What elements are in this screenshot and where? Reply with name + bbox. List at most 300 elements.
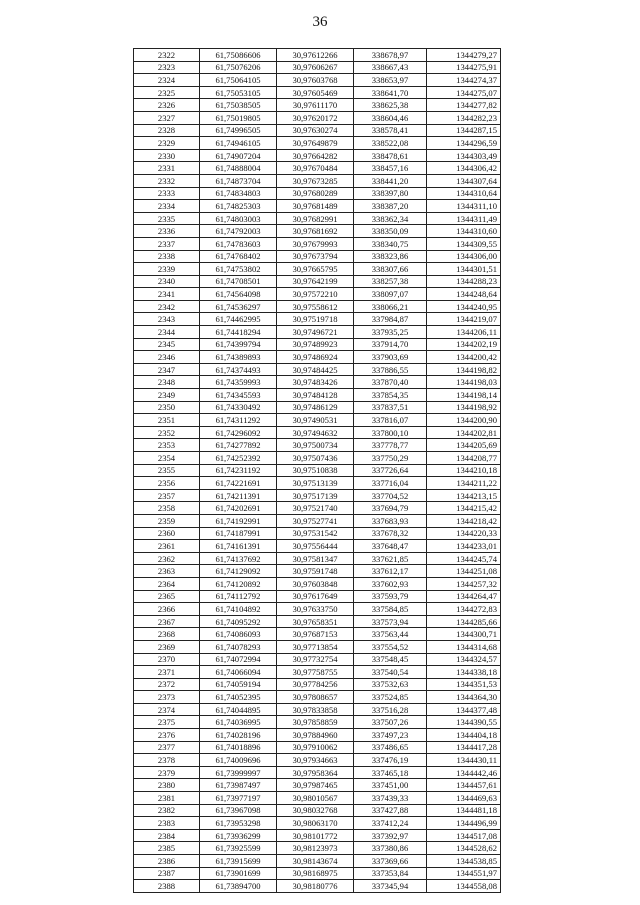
point-number-cell: 2328 bbox=[134, 124, 200, 137]
x-coordinate-cell: 337345,94 bbox=[354, 880, 427, 893]
x-coordinate-cell: 337392,97 bbox=[354, 829, 427, 842]
y-coordinate-cell: 1344208,77 bbox=[427, 452, 501, 465]
y-coordinate-cell: 1344233,01 bbox=[427, 540, 501, 553]
longitude-cell: 30,97603768 bbox=[277, 74, 354, 87]
latitude-cell: 61,74996505 bbox=[200, 124, 277, 137]
longitude-cell: 30,97642199 bbox=[277, 275, 354, 288]
table-row bbox=[134, 477, 501, 490]
point-number-cell: 2342 bbox=[134, 300, 200, 313]
latitude-cell: 61,74018896 bbox=[200, 741, 277, 754]
longitude-cell: 30,97630274 bbox=[277, 124, 354, 137]
y-coordinate-cell: 1344198,92 bbox=[427, 401, 501, 414]
y-coordinate-cell: 1344198,82 bbox=[427, 363, 501, 376]
x-coordinate-cell: 338457,16 bbox=[354, 162, 427, 175]
point-number-cell: 2355 bbox=[134, 464, 200, 477]
x-coordinate-cell: 337548,45 bbox=[354, 653, 427, 666]
table-row bbox=[134, 804, 501, 817]
x-coordinate-cell: 337726,64 bbox=[354, 464, 427, 477]
table-row bbox=[134, 288, 501, 301]
table-row bbox=[134, 174, 501, 187]
x-coordinate-cell: 337507,26 bbox=[354, 716, 427, 729]
latitude-cell: 61,74120892 bbox=[200, 577, 277, 590]
point-number-cell: 2358 bbox=[134, 502, 200, 515]
latitude-cell: 61,74044895 bbox=[200, 703, 277, 716]
table-row bbox=[134, 540, 501, 553]
point-number-cell: 2330 bbox=[134, 149, 200, 162]
latitude-cell: 61,74359993 bbox=[200, 376, 277, 389]
point-number-cell: 2346 bbox=[134, 351, 200, 364]
y-coordinate-cell: 1344306,00 bbox=[427, 250, 501, 263]
y-coordinate-cell: 1344272,83 bbox=[427, 603, 501, 616]
y-coordinate-cell: 1344275,91 bbox=[427, 61, 501, 74]
latitude-cell: 61,74792003 bbox=[200, 225, 277, 238]
x-coordinate-cell: 337704,52 bbox=[354, 489, 427, 502]
longitude-cell: 30,97958364 bbox=[277, 766, 354, 779]
y-coordinate-cell: 1344417,28 bbox=[427, 741, 501, 754]
table-row bbox=[134, 653, 501, 666]
point-number-cell: 2344 bbox=[134, 326, 200, 339]
y-coordinate-cell: 1344310,64 bbox=[427, 187, 501, 200]
longitude-cell: 30,97527741 bbox=[277, 514, 354, 527]
y-coordinate-cell: 1344309,55 bbox=[427, 237, 501, 250]
x-coordinate-cell: 337694,79 bbox=[354, 502, 427, 515]
longitude-cell: 30,97483426 bbox=[277, 376, 354, 389]
point-number-cell: 2352 bbox=[134, 426, 200, 439]
table-row bbox=[134, 401, 501, 414]
latitude-cell: 61,75086606 bbox=[200, 49, 277, 62]
longitude-cell: 30,97732754 bbox=[277, 653, 354, 666]
y-coordinate-cell: 1344275,07 bbox=[427, 86, 501, 99]
x-coordinate-cell: 338678,97 bbox=[354, 49, 427, 62]
point-number-cell: 2341 bbox=[134, 288, 200, 301]
x-coordinate-cell: 337524,85 bbox=[354, 691, 427, 704]
latitude-cell: 61,74221691 bbox=[200, 477, 277, 490]
latitude-cell: 61,73915699 bbox=[200, 855, 277, 868]
longitude-cell: 30,97486924 bbox=[277, 351, 354, 364]
point-number-cell: 2345 bbox=[134, 338, 200, 351]
latitude-cell: 61,73936299 bbox=[200, 829, 277, 842]
point-number-cell: 2348 bbox=[134, 376, 200, 389]
point-number-cell: 2368 bbox=[134, 628, 200, 641]
table-row bbox=[134, 716, 501, 729]
latitude-cell: 61,74192991 bbox=[200, 514, 277, 527]
table-row bbox=[134, 565, 501, 578]
x-coordinate-cell: 338667,43 bbox=[354, 61, 427, 74]
point-number-cell: 2337 bbox=[134, 237, 200, 250]
latitude-cell: 61,74374493 bbox=[200, 363, 277, 376]
x-coordinate-cell: 338578,41 bbox=[354, 124, 427, 137]
y-coordinate-cell: 1344311,49 bbox=[427, 212, 501, 225]
longitude-cell: 30,97665795 bbox=[277, 263, 354, 276]
longitude-cell: 30,97521740 bbox=[277, 502, 354, 515]
y-coordinate-cell: 1344496,99 bbox=[427, 817, 501, 830]
latitude-cell: 61,74072994 bbox=[200, 653, 277, 666]
table-row bbox=[134, 326, 501, 339]
point-number-cell: 2380 bbox=[134, 779, 200, 792]
y-coordinate-cell: 1344285,66 bbox=[427, 615, 501, 628]
point-number-cell: 2383 bbox=[134, 817, 200, 830]
point-number-cell: 2339 bbox=[134, 263, 200, 276]
latitude-cell: 61,73894700 bbox=[200, 880, 277, 893]
latitude-cell: 61,74028196 bbox=[200, 729, 277, 742]
y-coordinate-cell: 1344218,42 bbox=[427, 514, 501, 527]
point-number-cell: 2350 bbox=[134, 401, 200, 414]
latitude-cell: 61,74112792 bbox=[200, 590, 277, 603]
table-row bbox=[134, 628, 501, 641]
point-number-cell: 2333 bbox=[134, 187, 200, 200]
latitude-cell: 61,74907204 bbox=[200, 149, 277, 162]
x-coordinate-cell: 337612,17 bbox=[354, 565, 427, 578]
longitude-cell: 30,97513139 bbox=[277, 477, 354, 490]
table-row bbox=[134, 61, 501, 74]
table-row bbox=[134, 792, 501, 805]
x-coordinate-cell: 338097,07 bbox=[354, 288, 427, 301]
longitude-cell: 30,97507436 bbox=[277, 452, 354, 465]
longitude-cell: 30,97758755 bbox=[277, 666, 354, 679]
longitude-cell: 30,97496721 bbox=[277, 326, 354, 339]
table-row bbox=[134, 464, 501, 477]
longitude-cell: 30,97591748 bbox=[277, 565, 354, 578]
latitude-cell: 61,75076206 bbox=[200, 61, 277, 74]
longitude-cell: 30,97808657 bbox=[277, 691, 354, 704]
table-row bbox=[134, 300, 501, 313]
coordinates-table-body bbox=[134, 49, 501, 893]
y-coordinate-cell: 1344310,60 bbox=[427, 225, 501, 238]
longitude-cell: 30,98063170 bbox=[277, 817, 354, 830]
longitude-cell: 30,97617649 bbox=[277, 590, 354, 603]
x-coordinate-cell: 338257,38 bbox=[354, 275, 427, 288]
x-coordinate-cell: 338323,86 bbox=[354, 250, 427, 263]
y-coordinate-cell: 1344215,42 bbox=[427, 502, 501, 515]
x-coordinate-cell: 337584,85 bbox=[354, 603, 427, 616]
x-coordinate-cell: 337554,52 bbox=[354, 640, 427, 653]
latitude-cell: 61,74345593 bbox=[200, 389, 277, 402]
latitude-cell: 61,74834803 bbox=[200, 187, 277, 200]
latitude-cell: 61,74036995 bbox=[200, 716, 277, 729]
y-coordinate-cell: 1344306,42 bbox=[427, 162, 501, 175]
y-coordinate-cell: 1344338,18 bbox=[427, 666, 501, 679]
longitude-cell: 30,97558612 bbox=[277, 300, 354, 313]
point-number-cell: 2329 bbox=[134, 137, 200, 150]
x-coordinate-cell: 337602,93 bbox=[354, 577, 427, 590]
point-number-cell: 2361 bbox=[134, 540, 200, 553]
table-row bbox=[134, 666, 501, 679]
y-coordinate-cell: 1344390,55 bbox=[427, 716, 501, 729]
y-coordinate-cell: 1344307,64 bbox=[427, 174, 501, 187]
point-number-cell: 2332 bbox=[134, 174, 200, 187]
longitude-cell: 30,97519718 bbox=[277, 313, 354, 326]
x-coordinate-cell: 337800,10 bbox=[354, 426, 427, 439]
x-coordinate-cell: 338387,20 bbox=[354, 200, 427, 213]
latitude-cell: 61,74389893 bbox=[200, 351, 277, 364]
point-number-cell: 2359 bbox=[134, 514, 200, 527]
longitude-cell: 30,97612266 bbox=[277, 49, 354, 62]
x-coordinate-cell: 337903,69 bbox=[354, 351, 427, 364]
latitude-cell: 61,74803003 bbox=[200, 212, 277, 225]
table-row bbox=[134, 502, 501, 515]
y-coordinate-cell: 1344301,51 bbox=[427, 263, 501, 276]
y-coordinate-cell: 1344219,07 bbox=[427, 313, 501, 326]
x-coordinate-cell: 338604,46 bbox=[354, 111, 427, 124]
y-coordinate-cell: 1344517,08 bbox=[427, 829, 501, 842]
table-row bbox=[134, 187, 501, 200]
table-row bbox=[134, 212, 501, 225]
latitude-cell: 61,74052395 bbox=[200, 691, 277, 704]
table-row bbox=[134, 162, 501, 175]
table-row bbox=[134, 237, 501, 250]
point-number-cell: 2370 bbox=[134, 653, 200, 666]
y-coordinate-cell: 1344202,19 bbox=[427, 338, 501, 351]
longitude-cell: 30,97490531 bbox=[277, 414, 354, 427]
latitude-cell: 61,74231192 bbox=[200, 464, 277, 477]
latitude-cell: 61,74825303 bbox=[200, 200, 277, 213]
point-number-cell: 2378 bbox=[134, 754, 200, 767]
table-row bbox=[134, 678, 501, 691]
point-number-cell: 2322 bbox=[134, 49, 200, 62]
x-coordinate-cell: 338362,34 bbox=[354, 212, 427, 225]
y-coordinate-cell: 1344282,23 bbox=[427, 111, 501, 124]
longitude-cell: 30,98101772 bbox=[277, 829, 354, 842]
latitude-cell: 61,75053105 bbox=[200, 86, 277, 99]
table-row bbox=[134, 263, 501, 276]
x-coordinate-cell: 338307,66 bbox=[354, 263, 427, 276]
y-coordinate-cell: 1344404,18 bbox=[427, 729, 501, 742]
table-row bbox=[134, 111, 501, 124]
y-coordinate-cell: 1344200,90 bbox=[427, 414, 501, 427]
longitude-cell: 30,97713854 bbox=[277, 640, 354, 653]
point-number-cell: 2334 bbox=[134, 200, 200, 213]
x-coordinate-cell: 337593,79 bbox=[354, 590, 427, 603]
latitude-cell: 61,74888004 bbox=[200, 162, 277, 175]
y-coordinate-cell: 1344200,42 bbox=[427, 351, 501, 364]
latitude-cell: 61,74059194 bbox=[200, 678, 277, 691]
latitude-cell: 61,75019805 bbox=[200, 111, 277, 124]
point-number-cell: 2369 bbox=[134, 640, 200, 653]
y-coordinate-cell: 1344279,27 bbox=[427, 49, 501, 62]
y-coordinate-cell: 1344300,71 bbox=[427, 628, 501, 641]
point-number-cell: 2386 bbox=[134, 855, 200, 868]
point-number-cell: 2331 bbox=[134, 162, 200, 175]
longitude-cell: 30,97605469 bbox=[277, 86, 354, 99]
longitude-cell: 30,97510838 bbox=[277, 464, 354, 477]
table-row bbox=[134, 489, 501, 502]
longitude-cell: 30,97572210 bbox=[277, 288, 354, 301]
longitude-cell: 30,98032768 bbox=[277, 804, 354, 817]
latitude-cell: 61,74783603 bbox=[200, 237, 277, 250]
table-row bbox=[134, 250, 501, 263]
latitude-cell: 61,73925599 bbox=[200, 842, 277, 855]
point-number-cell: 2354 bbox=[134, 452, 200, 465]
latitude-cell: 61,75064105 bbox=[200, 74, 277, 87]
y-coordinate-cell: 1344277,82 bbox=[427, 99, 501, 112]
point-number-cell: 2365 bbox=[134, 590, 200, 603]
table-row bbox=[134, 754, 501, 767]
y-coordinate-cell: 1344558,08 bbox=[427, 880, 501, 893]
x-coordinate-cell: 337984,87 bbox=[354, 313, 427, 326]
y-coordinate-cell: 1344538,85 bbox=[427, 855, 501, 868]
latitude-cell: 61,73967098 bbox=[200, 804, 277, 817]
longitude-cell: 30,98168975 bbox=[277, 867, 354, 880]
y-coordinate-cell: 1344248,64 bbox=[427, 288, 501, 301]
latitude-cell: 61,74009696 bbox=[200, 754, 277, 767]
table-row bbox=[134, 338, 501, 351]
latitude-cell: 61,74078293 bbox=[200, 640, 277, 653]
longitude-cell: 30,97489923 bbox=[277, 338, 354, 351]
longitude-cell: 30,97934663 bbox=[277, 754, 354, 767]
x-coordinate-cell: 337476,19 bbox=[354, 754, 427, 767]
y-coordinate-cell: 1344551,97 bbox=[427, 867, 501, 880]
longitude-cell: 30,97603848 bbox=[277, 577, 354, 590]
longitude-cell: 30,97486129 bbox=[277, 401, 354, 414]
y-coordinate-cell: 1344198,14 bbox=[427, 389, 501, 402]
y-coordinate-cell: 1344202,81 bbox=[427, 426, 501, 439]
x-coordinate-cell: 337486,65 bbox=[354, 741, 427, 754]
x-coordinate-cell: 337716,04 bbox=[354, 477, 427, 490]
x-coordinate-cell: 337621,85 bbox=[354, 552, 427, 565]
point-number-cell: 2379 bbox=[134, 766, 200, 779]
point-number-cell: 2340 bbox=[134, 275, 200, 288]
table-row bbox=[134, 514, 501, 527]
latitude-cell: 61,74252392 bbox=[200, 452, 277, 465]
table-row bbox=[134, 49, 501, 62]
point-number-cell: 2324 bbox=[134, 74, 200, 87]
latitude-cell: 61,74708501 bbox=[200, 275, 277, 288]
table-row bbox=[134, 275, 501, 288]
point-number-cell: 2373 bbox=[134, 691, 200, 704]
x-coordinate-cell: 337427,88 bbox=[354, 804, 427, 817]
x-coordinate-cell: 338478,61 bbox=[354, 149, 427, 162]
latitude-cell: 61,73953298 bbox=[200, 817, 277, 830]
longitude-cell: 30,97633750 bbox=[277, 603, 354, 616]
table-row bbox=[134, 351, 501, 364]
table-row bbox=[134, 137, 501, 150]
table-row bbox=[134, 389, 501, 402]
point-number-cell: 2376 bbox=[134, 729, 200, 742]
y-coordinate-cell: 1344288,23 bbox=[427, 275, 501, 288]
x-coordinate-cell: 337683,93 bbox=[354, 514, 427, 527]
x-coordinate-cell: 337837,51 bbox=[354, 401, 427, 414]
longitude-cell: 30,97581347 bbox=[277, 552, 354, 565]
point-number-cell: 2349 bbox=[134, 389, 200, 402]
longitude-cell: 30,97680289 bbox=[277, 187, 354, 200]
latitude-cell: 61,74873704 bbox=[200, 174, 277, 187]
table-row bbox=[134, 779, 501, 792]
x-coordinate-cell: 337563,44 bbox=[354, 628, 427, 641]
point-number-cell: 2364 bbox=[134, 577, 200, 590]
latitude-cell: 61,73901699 bbox=[200, 867, 277, 880]
page-number: 36 bbox=[312, 14, 328, 30]
x-coordinate-cell: 337353,84 bbox=[354, 867, 427, 880]
table-row bbox=[134, 640, 501, 653]
latitude-cell: 61,74129092 bbox=[200, 565, 277, 578]
point-number-cell: 2323 bbox=[134, 61, 200, 74]
longitude-cell: 30,97687153 bbox=[277, 628, 354, 641]
x-coordinate-cell: 337678,32 bbox=[354, 527, 427, 540]
point-number-cell: 2347 bbox=[134, 363, 200, 376]
longitude-cell: 30,97858859 bbox=[277, 716, 354, 729]
latitude-cell: 61,74277892 bbox=[200, 439, 277, 452]
x-coordinate-cell: 337497,23 bbox=[354, 729, 427, 742]
latitude-cell: 61,74768402 bbox=[200, 250, 277, 263]
longitude-cell: 30,97658351 bbox=[277, 615, 354, 628]
y-coordinate-cell: 1344257,32 bbox=[427, 577, 501, 590]
x-coordinate-cell: 337451,00 bbox=[354, 779, 427, 792]
x-coordinate-cell: 337369,66 bbox=[354, 855, 427, 868]
point-number-cell: 2387 bbox=[134, 867, 200, 880]
table-row bbox=[134, 766, 501, 779]
x-coordinate-cell: 337380,86 bbox=[354, 842, 427, 855]
y-coordinate-cell: 1344213,15 bbox=[427, 489, 501, 502]
y-coordinate-cell: 1344296,59 bbox=[427, 137, 501, 150]
latitude-cell: 61,74137692 bbox=[200, 552, 277, 565]
table-row bbox=[134, 426, 501, 439]
table-row bbox=[134, 74, 501, 87]
latitude-cell: 61,74104892 bbox=[200, 603, 277, 616]
y-coordinate-cell: 1344205,69 bbox=[427, 439, 501, 452]
point-number-cell: 2335 bbox=[134, 212, 200, 225]
y-coordinate-cell: 1344377,48 bbox=[427, 703, 501, 716]
x-coordinate-cell: 337854,35 bbox=[354, 389, 427, 402]
y-coordinate-cell: 1344251,08 bbox=[427, 565, 501, 578]
table-row bbox=[134, 225, 501, 238]
longitude-cell: 30,98143674 bbox=[277, 855, 354, 868]
table-row bbox=[134, 741, 501, 754]
point-number-cell: 2343 bbox=[134, 313, 200, 326]
longitude-cell: 30,97606267 bbox=[277, 61, 354, 74]
point-number-cell: 2367 bbox=[134, 615, 200, 628]
table-row bbox=[134, 99, 501, 112]
point-number-cell: 2388 bbox=[134, 880, 200, 893]
longitude-cell: 30,97664282 bbox=[277, 149, 354, 162]
latitude-cell: 61,74462995 bbox=[200, 313, 277, 326]
x-coordinate-cell: 338340,75 bbox=[354, 237, 427, 250]
point-number-cell: 2351 bbox=[134, 414, 200, 427]
table-row bbox=[134, 867, 501, 880]
table-row bbox=[134, 439, 501, 452]
longitude-cell: 30,97484128 bbox=[277, 389, 354, 402]
y-coordinate-cell: 1344245,74 bbox=[427, 552, 501, 565]
table-row bbox=[134, 855, 501, 868]
x-coordinate-cell: 338653,97 bbox=[354, 74, 427, 87]
y-coordinate-cell: 1344430,11 bbox=[427, 754, 501, 767]
table-row bbox=[134, 376, 501, 389]
latitude-cell: 61,74311292 bbox=[200, 414, 277, 427]
point-number-cell: 2371 bbox=[134, 666, 200, 679]
latitude-cell: 61,74399794 bbox=[200, 338, 277, 351]
x-coordinate-cell: 338441,20 bbox=[354, 174, 427, 187]
table-row bbox=[134, 577, 501, 590]
latitude-cell: 61,73977197 bbox=[200, 792, 277, 805]
x-coordinate-cell: 337935,25 bbox=[354, 326, 427, 339]
y-coordinate-cell: 1344220,33 bbox=[427, 527, 501, 540]
latitude-cell: 61,74418294 bbox=[200, 326, 277, 339]
longitude-cell: 30,97494632 bbox=[277, 426, 354, 439]
point-number-cell: 2377 bbox=[134, 741, 200, 754]
x-coordinate-cell: 337573,94 bbox=[354, 615, 427, 628]
point-number-cell: 2372 bbox=[134, 678, 200, 691]
table-row bbox=[134, 414, 501, 427]
y-coordinate-cell: 1344457,61 bbox=[427, 779, 501, 792]
y-coordinate-cell: 1344351,53 bbox=[427, 678, 501, 691]
y-coordinate-cell: 1344211,22 bbox=[427, 477, 501, 490]
x-coordinate-cell: 338641,70 bbox=[354, 86, 427, 99]
latitude-cell: 61,74161391 bbox=[200, 540, 277, 553]
latitude-cell: 61,74296092 bbox=[200, 426, 277, 439]
x-coordinate-cell: 337540,54 bbox=[354, 666, 427, 679]
latitude-cell: 61,73999997 bbox=[200, 766, 277, 779]
table-row bbox=[134, 829, 501, 842]
table-row bbox=[134, 124, 501, 137]
